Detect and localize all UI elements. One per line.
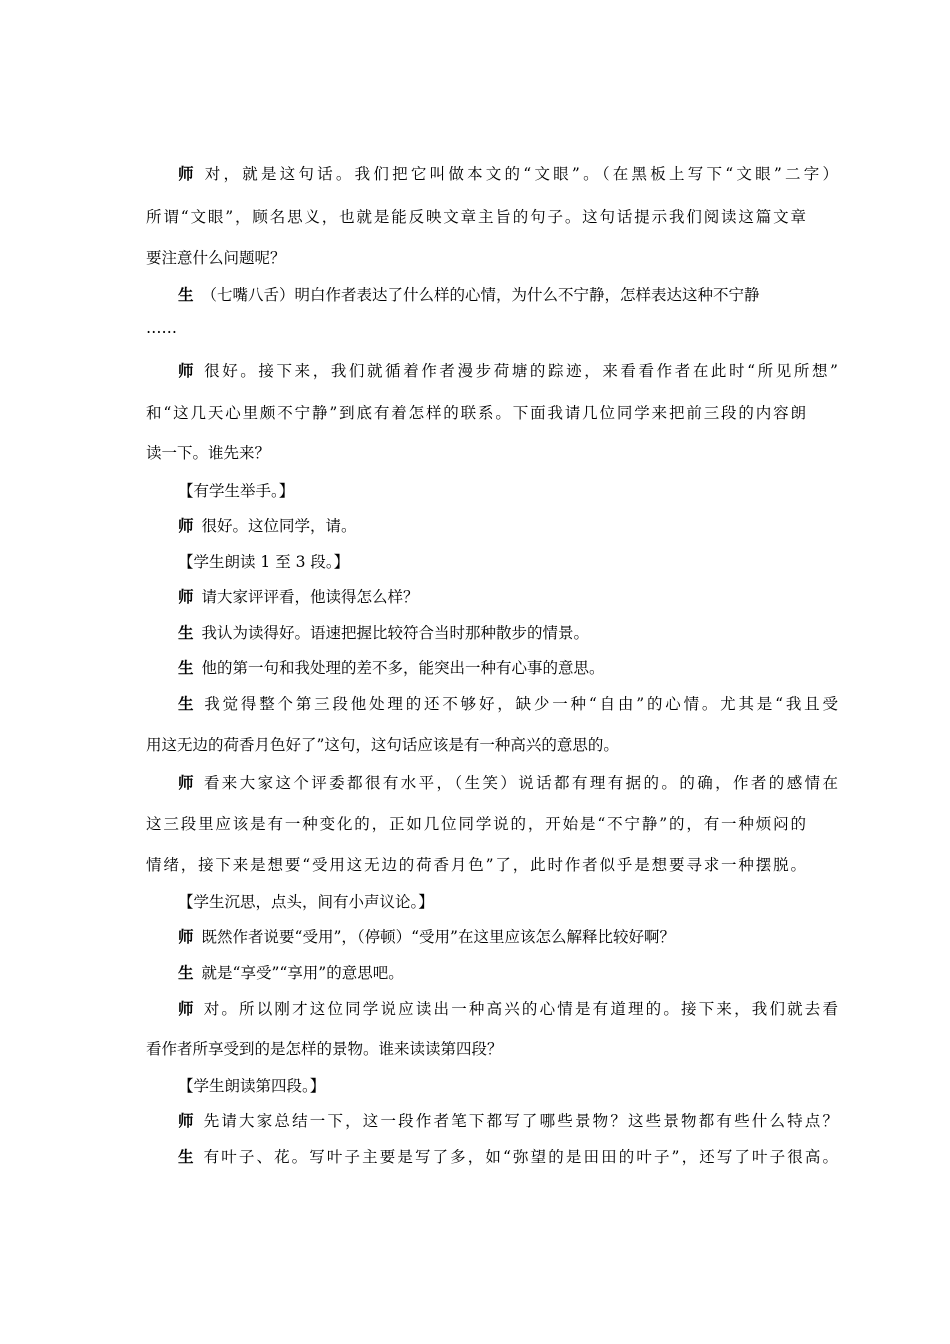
text-line: [178, 925, 675, 947]
line-text: 很好。接下来，我们就循着作者漫步荷塘的踪迹，来看看作者在此时“所见所想”: [204, 362, 838, 380]
text-line: [178, 961, 404, 983]
line-text: 这三段里应该是有一种变化的，正如几位同学说的，开始是“不宁静”的，有一种烦闷的: [146, 815, 806, 833]
text-line: [178, 1074, 325, 1096]
speaker-label: 生: [178, 1147, 196, 1166]
line-text: 要注意什么问题呢？: [146, 249, 286, 267]
text-line: [146, 853, 806, 875]
text-line: [178, 1145, 838, 1167]
text-line: [178, 771, 838, 793]
line-text: 对，就是这句话。我们把它叫做本文的“文眼”。（在黑板上写下“文眼”二字）: [204, 165, 838, 183]
text-line: [178, 479, 294, 501]
line-text: 有叶子、花。写叶子主要是写了多，如“弥望的是田田的叶子”，还写了叶子很高。: [203, 1148, 838, 1166]
speaker-label: 师: [178, 164, 197, 183]
line-text: 【有学生举手。】: [178, 482, 295, 500]
line-text: 看来大家这个评委都很有水平，（生笑）说话都有理有据的。的确，作者的感情在: [203, 774, 838, 792]
line-text: 【学生朗读第四段。】: [178, 1077, 326, 1095]
line-text: 看作者所享受到的是怎样的景物。谁来读读第四段？: [146, 1040, 503, 1058]
line-text: 情绪，接下来是想要“受用这无边的荷香月色”了，此时作者似乎是想要寻求一种摆脱。: [146, 856, 806, 874]
line-text: 所谓“文眼”，顾名思义，也就是能反映文章主旨的句子。这句话提示我们阅读这篇文章: [146, 208, 806, 226]
text-line: [146, 205, 806, 227]
line-text: 我觉得整个第三段他处理的还不够好，缺少一种“自由”的心情。尤其是“我且受: [204, 695, 838, 713]
text-line: [178, 514, 357, 536]
line-text: 【学生沉思，点头，间有小声议论。】: [178, 893, 434, 911]
line-text: 很好。这位同学，请。: [201, 517, 357, 535]
text-line: [178, 656, 605, 678]
line-text: 对。所以刚才这位同学说应读出一种高兴的心情是有道理的。接下来，我们就去看: [203, 1000, 838, 1018]
text-line: [146, 441, 270, 463]
speaker-label: 师: [178, 587, 194, 606]
text-line: [146, 812, 806, 834]
speaker-label: 师: [178, 927, 194, 946]
line-text: （七嘴八舌）明白作者表达了什么样的心情，为什么不宁静，怎样表达这种不宁静: [201, 286, 760, 304]
text-line: [178, 692, 838, 714]
speaker-label: 生: [178, 658, 194, 677]
line-text: ……: [146, 319, 177, 337]
text-line: [146, 733, 619, 755]
speaker-label: 生: [178, 285, 194, 304]
text-line: [146, 1037, 503, 1059]
line-text: 就是“享受”“享用”的意思吧。: [201, 964, 404, 982]
line-text: 我认为读得好。语速把握比较符合当时那种散步的情景。: [201, 624, 590, 642]
speaker-label: 生: [178, 694, 197, 713]
line-text: 请大家评评看，他读得怎么样？: [201, 588, 419, 606]
speaker-label: 师: [178, 361, 197, 380]
speaker-label: 师: [178, 1111, 196, 1130]
text-line: [178, 550, 349, 572]
text-line: [146, 319, 177, 337]
text-line: [178, 585, 419, 607]
line-text: 读一下。谁先来？: [146, 444, 271, 462]
text-line: [146, 401, 806, 423]
text-line: [146, 246, 286, 268]
line-text: 先请大家总结一下，这一段作者笔下都写了哪些景物？这些景物都有些什么特点？: [203, 1112, 838, 1130]
speaker-label: 师: [178, 516, 194, 535]
text-line: [178, 359, 838, 381]
line-text: 用这无边的荷香月色好了”这句，这句话应该是有一种高兴的意思的。: [146, 736, 619, 754]
text-line: [178, 621, 589, 643]
text-line: [178, 997, 838, 1019]
text-line: [178, 162, 838, 184]
speaker-label: 生: [178, 963, 194, 982]
text-line: [178, 283, 760, 305]
text-line: [178, 890, 434, 912]
line-text: 【学生朗读 1 至 3 段。】: [178, 553, 350, 571]
text-line: [178, 1109, 838, 1131]
line-text: 既然作者说要“受用”，（停顿）“受用”在这里应该怎么解释比较好啊？: [201, 928, 675, 946]
speaker-label: 生: [178, 623, 194, 642]
line-text: 他的第一句和我处理的差不多，能突出一种有心事的意思。: [201, 659, 605, 677]
speaker-label: 师: [178, 999, 196, 1018]
line-text: 和“这几天心里颇不宁静”到底有着怎样的联系。下面我请几位同学来把前三段的内容朗: [146, 404, 806, 422]
speaker-label: 师: [178, 773, 196, 792]
